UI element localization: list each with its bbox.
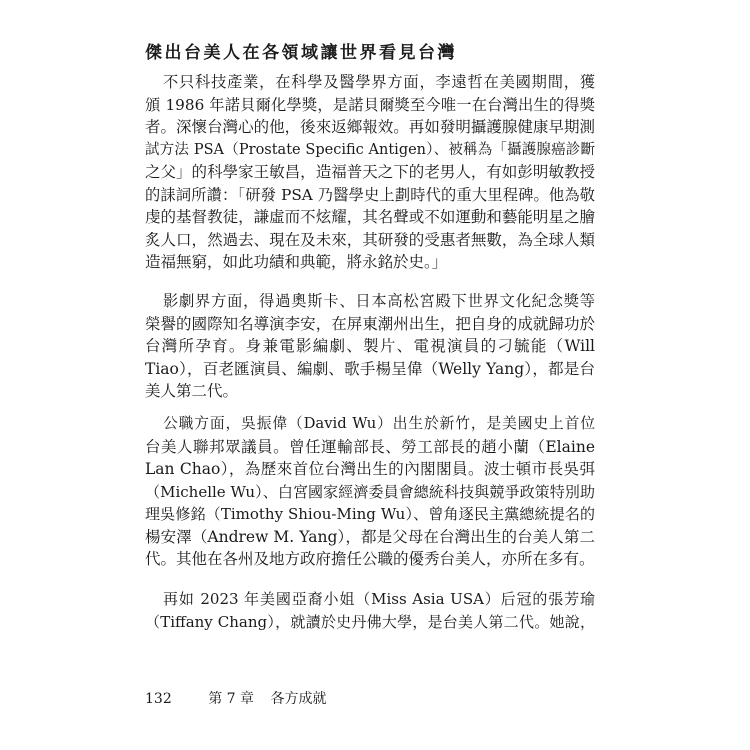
paragraph-public-office	[145, 413, 595, 571]
text-line: 炙人口，然過去、現在及未來，其研發的受惠者無數，為全球人類	[145, 230, 595, 249]
text-line: 楊安澤（Andrew M. Yang），都是父母在台灣出生的台美人第二	[145, 527, 595, 546]
text-line: 之父」的科學家王敏昌，造福普天之下的老男人，有如彭明敏教授	[145, 163, 595, 181]
text-line: 影劇界方面，得過奧斯卡、日本高松宮殿下世界文化紀念獎等	[163, 292, 595, 310]
text-line: 者。深懷台灣心的他，後來返鄉報效。再如發明攝護腺健康早期測	[145, 118, 595, 136]
text-line: 台灣所孕育。身兼電影編劇、製片、電視演員的刁毓能（Will	[145, 337, 595, 355]
text-line: 的誄詞所讚：「研發 PSA 乃醫學史上劃時代的重大里程碑。他為敬	[145, 185, 595, 204]
text-line: 虔的基督教徒，謙虛而不炫耀，其名聲或不如運動和藝能明星之膾	[145, 208, 595, 226]
text-line: 造福無窮，如此功績和典範，將永銘於史。」	[145, 253, 448, 271]
text-line: 試方法 PSA（Prostate Specific Antigen）、被稱為「攝護腺癌診斷	[145, 141, 595, 158]
text-line: （Michelle Wu）、白宮國家經濟委員會總統科技與競爭政策特別助	[145, 482, 595, 501]
page-number: 132	[145, 691, 172, 707]
paragraph-miss-asia	[145, 588, 595, 633]
text-line: 不只科技產業，在科學及醫學界方面，李遠哲在美國期間，獲	[163, 73, 595, 91]
text-line: 榮譽的國際知名導演李安，在屏東潮州出生，把自身的成就歸功於	[145, 314, 595, 333]
text-line: 公職方面，吳振偉（David Wu）出生於新竹，是美國史上首位	[163, 415, 595, 432]
page-footer	[145, 688, 326, 708]
chapter-number: 第 7 章	[208, 691, 254, 707]
paragraph-science	[145, 71, 595, 274]
text-line: Lan Chao），為歷來首位台灣出生的內閣閣員。波士頓市長吳弭	[145, 460, 595, 478]
text-line: （Tiffany Chang），就讀於史丹佛大學，是台美人第二代。她說，	[145, 612, 595, 631]
text-line: 台美人聯邦眾議員。曾任運輸部長、勞工部長的趙小蘭（Elaine	[145, 437, 595, 456]
text-line: 代。其他在各州及地方政府擔任公職的優秀台美人，亦所在多有。	[145, 550, 595, 568]
text-line: 理吳修銘（Timothy Shiou-Ming Wu）、曾角逐民主黨總統提名的	[145, 505, 595, 523]
text-line: 再如 2023 年美國亞裔小姐（Miss Asia USA）后冠的張芳瑜	[163, 590, 595, 608]
paragraph-film	[145, 290, 595, 403]
section-heading: 傑出台美人在各領域讓世界看見台灣	[145, 43, 457, 63]
text-line: Tiao），百老匯演員、編劇、歌手楊呈偉（Welly Yang），都是台	[145, 359, 595, 378]
text-line: 頒 1986 年諾貝爾化學獎，是諾貝爾獎至今唯一在台灣出生的得獎	[145, 95, 595, 114]
text-line: 美人第二代。	[145, 382, 239, 400]
chapter-title: 各方成就	[270, 691, 327, 707]
